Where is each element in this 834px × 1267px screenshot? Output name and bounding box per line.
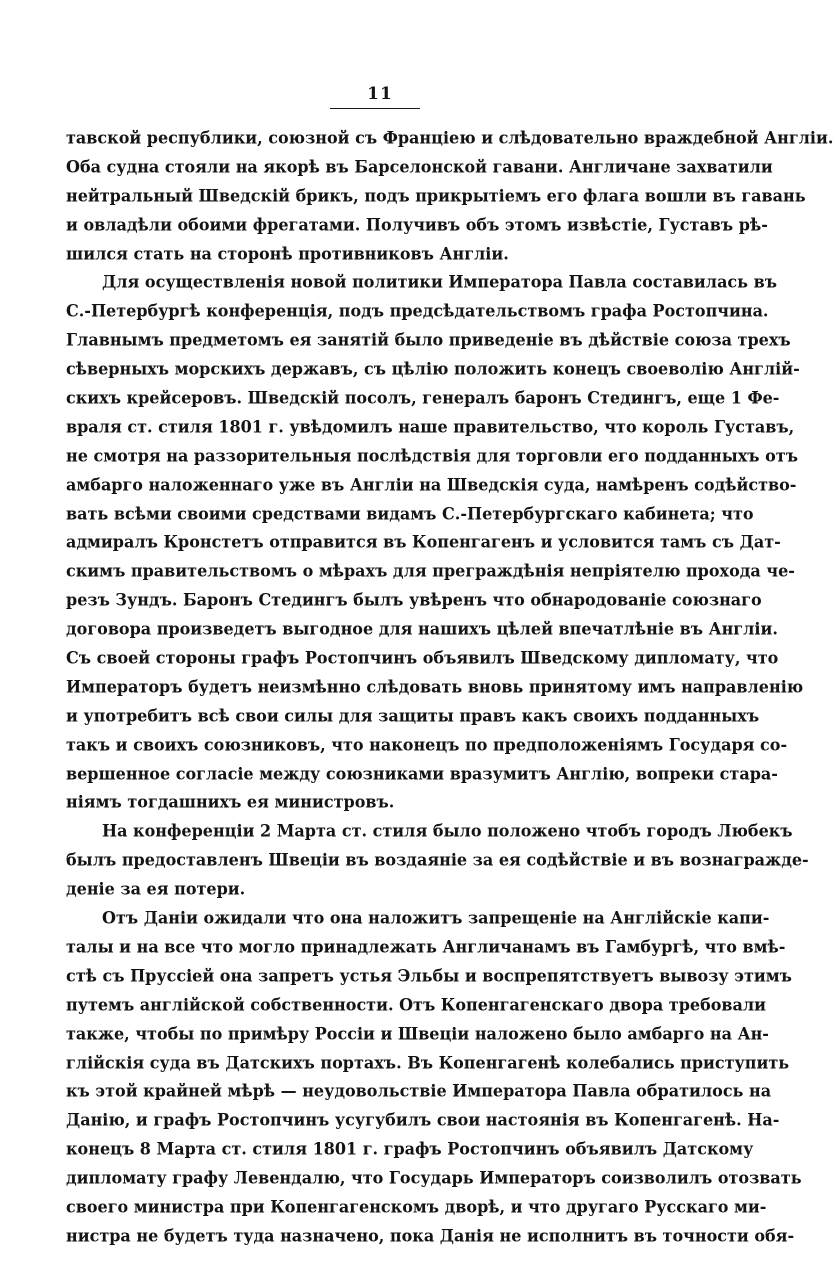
text-line: дипломату графу Левендалю, что Государь Императоръ соизволилъ отозвать	[66, 1167, 802, 1188]
text-line: вершенное согласіе между союзниками вразумитъ Англію, вопреки стара-	[66, 762, 778, 784]
text-line: къ этой крайней мѣрѣ — неудовольствіе Императора Павла обратилось на	[66, 1080, 772, 1101]
text-line: С.-Петербургѣ конференція, подъ предсѣдательствомъ графа Ростопчина.	[66, 300, 769, 321]
text-line: Отъ Даніи ожидали что она наложитъ запрещеніе на Англійскіе капи-	[102, 907, 770, 928]
text-line: сѣверныхъ морскихъ державъ, съ цѣлію положить конецъ своеволію Англій-	[66, 358, 800, 379]
text-line: шился стать на сторонѣ противниковъ Англіи.	[66, 242, 509, 264]
paragraph	[66, 268, 804, 817]
text-line: Оба судна стояли на якорѣ въ Барселонской гавани. Англичане захватили	[66, 156, 773, 177]
text-line: тавской республики, союзной съ Франціею и слѣдовательно враждебной Англіи.	[66, 127, 834, 148]
text-line: нистра не будетъ туда назначено, пока Данія не исполнитъ въ точности обя-	[66, 1225, 795, 1246]
text-line: адмиралъ Кронстетъ отправится въ Копенгагенъ и условится тамъ съ Дат-	[66, 531, 781, 552]
text-line: вать всѣми своими средствами видамъ С.-Петербургскаго кабинета; что	[66, 502, 754, 524]
text-line: Данію, и графъ Ростопчинъ усугубилъ свои настоянія въ Копенгагенѣ. На-	[66, 1109, 780, 1130]
text-line: амбарго наложеннаго уже въ Англіи на Шведскія суда, намѣренъ содѣйство-	[66, 474, 797, 495]
text-line: конецъ 8 Марта ст. стиля 1801 г. графъ Ростопчинъ объявилъ Датскому	[66, 1138, 754, 1159]
text-line: Императоръ будетъ неизмѣнно слѣдовать вновь принятому имъ направленію	[66, 676, 804, 697]
text-line: талы и на все что могло принадлежать Англичанамъ въ Гамбургѣ, что вмѣ-	[66, 936, 786, 957]
text-line: своего министра при Копенгагенскомъ дворѣ, и что другаго Русскаго ми-	[66, 1196, 767, 1217]
page-number-rule	[330, 108, 420, 109]
text-line: такъ и своихъ союзниковъ, что наконецъ по предположеніямъ Государя со-	[66, 734, 788, 755]
text-line: скимъ правительствомъ о мѣрахъ для преграждѣнія непріятелю прохода че-	[66, 560, 795, 581]
text-line: враля ст. стиля 1801 г. увѣдомилъ наше правительство, что король Густавъ,	[66, 416, 795, 437]
text-line: также, чтобы по примѣру Россіи и Швеціи наложено было амбарго на Ан-	[66, 1022, 769, 1044]
text-line: и овладѣли обоими фрегатами. Получивъ объ этомъ извѣстіе, Густавъ рѣ-	[66, 214, 768, 235]
text-line: деніе за ея потери.	[66, 878, 246, 899]
page-number: 11	[367, 84, 393, 104]
text-line: На конференціи 2 Марта ст. стиля было положено чтобъ городъ Любекъ	[102, 820, 793, 841]
paragraph	[66, 904, 802, 1251]
text-line: глійскія суда въ Датскихъ портахъ. Въ Копенгагенѣ колебались приступить	[66, 1051, 790, 1073]
text-line: скихъ крейсеровъ. Шведскій посолъ, генералъ баронъ Стедингъ, еще 1 Фе-	[66, 387, 780, 408]
text-line: Для осуществленія новой политики Императора Павла составилась въ	[102, 271, 777, 292]
text-line: ніямъ тогдашнихъ ея министровъ.	[66, 791, 395, 812]
text-line: резъ Зундъ. Баронъ Стедингъ былъ увѣренъ что обнародованіе союзнаго	[66, 589, 762, 610]
text-line: стѣ съ Пруссіей она запретъ устья Эльбы и воспрепятствуетъ вывозу этимъ	[66, 965, 792, 986]
text-line: путемъ англійской собственности. Отъ Копенгагенскаго двора требовали	[66, 994, 767, 1015]
text-line: и употребитъ всѣ свои силы для защиты правъ какъ своихъ подданныхъ	[66, 705, 760, 726]
text-line: былъ предоставленъ Швеціи въ воздаяніе за ея содѣйствіе и въ вознагражде-	[66, 849, 809, 870]
body-text	[66, 124, 834, 1251]
text-line: не смотря на раззорительныя послѣдствія для торговли его подданныхъ отъ	[66, 445, 798, 466]
paragraph	[66, 124, 834, 268]
text-line: договора произведетъ выгодное для нашихъ цѣлей впечатлѣніе въ Англіи.	[66, 618, 778, 639]
text-line: Съ своей стороны графъ Ростопчинъ объявилъ Шведскому дипломату, что	[66, 647, 779, 668]
text-line: Главнымъ предметомъ ея занятій было приведеніе въ дѣйствіе союза трехъ	[66, 329, 791, 350]
text-line: нейтральный Шведскій брикъ, подъ прикрытіемъ его флага вошли въ гавань	[66, 185, 806, 206]
paragraph	[66, 817, 809, 904]
